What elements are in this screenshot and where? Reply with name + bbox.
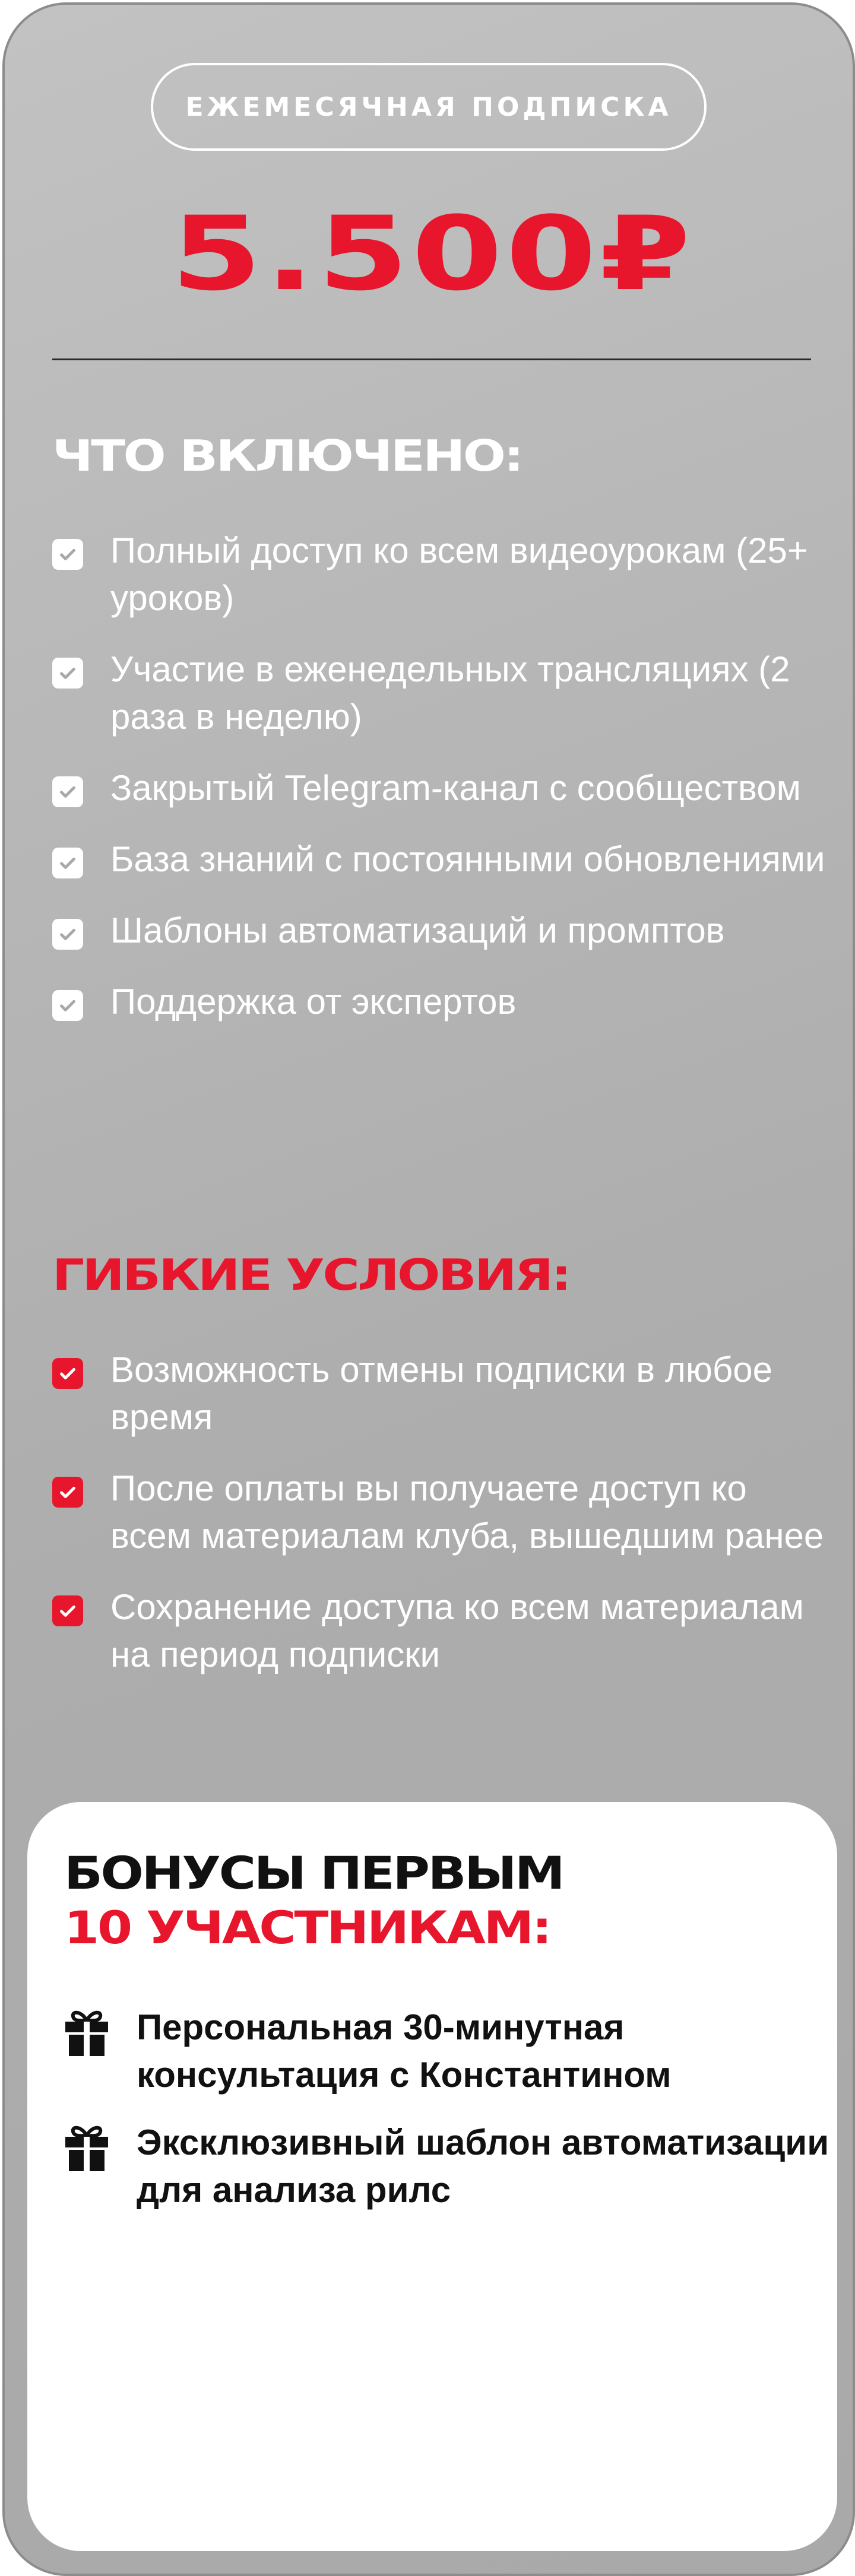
subscription-card (2, 2, 855, 2576)
flexible-item-text: Возможность отмены подписки в любое время (110, 1350, 772, 1437)
included-item (52, 764, 836, 812)
plan-badge (151, 63, 707, 151)
bonus-list (64, 2004, 830, 2234)
included-title: ЧТО ВКЛЮЧЕНО: (52, 431, 522, 481)
bonus-item (64, 2004, 830, 2099)
included-item-text: Поддержка от экспертов (110, 982, 517, 1021)
bonus-item-text: Персональная 30-минутная консультация с Константином (137, 2007, 672, 2095)
flexible-item (52, 1346, 836, 1441)
included-item (52, 527, 836, 622)
flexible-item (52, 1465, 836, 1560)
flexible-item (52, 1584, 836, 1679)
included-list (52, 527, 836, 1049)
plan-badge-label: ЕЖЕМЕСЯЧНАЯ ПОДПИСКА (185, 91, 672, 122)
check-icon (52, 990, 83, 1021)
divider (52, 359, 811, 360)
check-icon (52, 848, 83, 878)
bonus-item (64, 2119, 830, 2214)
flexible-item-text: После оплаты вы получаете доступ ко всем материалам клуба, вышедшим ранее (110, 1468, 824, 1556)
check-icon (52, 1477, 83, 1508)
bonus-title-line2: 10 УЧАСТНИКАМ: (64, 1901, 550, 1954)
gift-icon (64, 2121, 109, 2171)
check-icon (52, 1595, 83, 1626)
included-item-text: Шаблоны автоматизаций и промптов (110, 911, 725, 950)
check-icon (52, 539, 83, 570)
check-icon (52, 1358, 83, 1389)
included-item-text: Полный доступ ко всем видеоурокам (25+ уроков) (110, 531, 808, 618)
check-icon (52, 919, 83, 950)
check-icon (52, 776, 83, 807)
included-item-text: Закрытый Telegram-канал с сообществом (110, 768, 801, 808)
included-item (52, 907, 836, 954)
check-icon (52, 658, 83, 689)
price: 5.500₽ (170, 194, 694, 313)
included-item (52, 836, 836, 883)
bonus-title-line1: БОНУСЫ ПЕРВЫМ (64, 1847, 563, 1899)
flexible-title: ГИБКИЕ УСЛОВИЯ: (52, 1250, 569, 1300)
included-item-text: База знаний с постоянными обновлениями (110, 839, 825, 879)
bonus-panel (27, 1802, 837, 2551)
included-item (52, 646, 836, 741)
gift-icon (64, 2006, 109, 2056)
bonus-item-text: Эксклюзивный шаблон автоматизации для анализа рилс (137, 2123, 829, 2210)
included-item-text: Участие в еженедельных трансляциях (2 раза в неделю) (110, 649, 790, 737)
flexible-list (52, 1346, 836, 1702)
flexible-item-text: Сохранение доступа ко всем материалам на период подписки (110, 1587, 804, 1674)
included-item (52, 978, 836, 1026)
